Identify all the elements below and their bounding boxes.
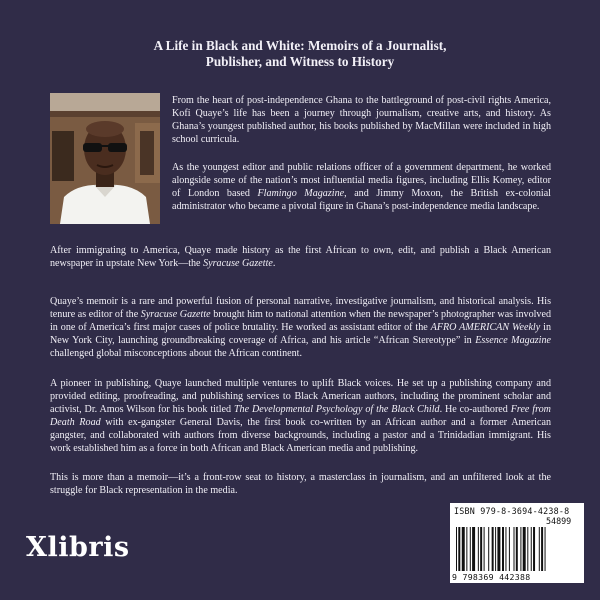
barcode-stripe <box>502 527 504 571</box>
editor-text: As the youngest editor and public relations officer of a government department, he worked alongside some of the nation’s most influential media figures, including Ellis Komey, editor of London based <box>172 162 551 199</box>
publishing-paragraph <box>50 377 551 455</box>
barcode-stripe <box>456 527 457 571</box>
barcode-stripe <box>539 527 540 571</box>
editor-paragraph <box>172 161 551 213</box>
barcode-stripe <box>523 527 526 571</box>
barcode-stripe <box>527 527 528 571</box>
barcode-stripe <box>520 527 521 571</box>
syracuse-gazette-title: Syracuse Gazette <box>203 258 273 269</box>
barcode-stripe <box>509 527 510 571</box>
barcode-stripe <box>497 527 500 571</box>
barcode-stripe <box>470 527 471 571</box>
barcode-stripe <box>495 527 496 571</box>
editor-text-end: , and Jimmy Moxon, the British ex-colonial administrator who became a pivotal figure in Ghana’s post-independence media landscape. <box>172 188 551 212</box>
memoir-text-mid2: in New York City, launching groundbreaking coverage of Africa, and his article “African Stereotype” in <box>50 322 551 346</box>
barcode-stripe <box>533 527 535 571</box>
barcode-stripe <box>484 527 485 571</box>
title-line-1: A Life in Black and White: Memoirs of a Journalist, <box>153 38 447 53</box>
barcode-stripe <box>505 527 506 571</box>
barcode-stripe <box>462 527 465 571</box>
memoir-text-end: challenged global misconceptions about the African continent. <box>50 348 302 359</box>
death-road-book-title: Free from Death Road <box>50 404 551 428</box>
memoir-text: Quaye’s memoir is a rare and powerful fusion of personal narrative, investigative journalism, and historical analysis. His tenure as editor of the <box>50 296 551 320</box>
barcode-stripe <box>545 527 546 571</box>
black-child-book-title: The Developmental Psychology of the Black Child <box>233 404 440 415</box>
barcode-stripe <box>541 527 543 571</box>
america-text: After immigrating to America, Quaye made history as the first African to own, edit, and publish a Black American newspaper in upstate New York—the <box>50 245 551 269</box>
closing-paragraph: This is more than a memoir—it’s a front-row seat to history, a masterclass in journalism, and an unfiltered look at the struggle for Black representation in the media. <box>50 472 551 496</box>
author-photo <box>50 93 160 224</box>
syracuse-gazette-title: Syracuse Gazette <box>140 309 211 320</box>
flamingo-magazine-title: Flamingo Magazine <box>257 188 345 199</box>
essence-magazine-title: Essence Magazine <box>475 335 551 346</box>
price-code: 54899 <box>546 516 572 526</box>
publishing-text-mid: . He co-authored <box>439 404 511 415</box>
barcode-stripe <box>516 527 518 571</box>
barcode-stripe <box>472 527 475 571</box>
afro-american-title: AFRO AMERICAN Weekly <box>430 322 541 333</box>
america-paragraph <box>50 244 551 270</box>
barcode-stripe <box>458 527 460 571</box>
publisher-logo: Xlibris <box>26 532 130 563</box>
book-title <box>60 38 540 70</box>
america-text-end: . <box>272 258 276 269</box>
barcode-stripe <box>478 527 479 571</box>
memoir-paragraph <box>50 295 551 360</box>
isbn-text: ISBN 979-8-3694-4238-8 <box>454 506 570 516</box>
barcode-bars <box>456 527 578 571</box>
isbn-barcode <box>450 503 584 583</box>
memoir-text-mid: brought him to national attention when the newspaper’s photographer was involved in one of America’s first major cases of police brutality. He worked as assistant editor of the <box>50 309 552 333</box>
barcode-stripe <box>531 527 532 571</box>
barcode-digits: 9 798369 442388 <box>452 572 531 582</box>
publishing-text-end: with ex-gangster General Davis, the first book co-written by an African author and a former American gangster, and collaborated with authors from diverse backgrounds, including a pastor and a Trinidadian immigrant. His work established him as a force in both African and Black American media and publishing. <box>50 417 551 454</box>
barcode-stripe <box>480 527 482 571</box>
barcode-stripe <box>492 527 494 571</box>
title-line-2: Publisher, and Witness to History <box>205 54 395 69</box>
barcode-stripe <box>466 527 467 571</box>
barcode-stripe <box>514 527 515 571</box>
barcode-stripe <box>488 527 489 571</box>
intro-paragraph: From the heart of post-independence Ghana to the battleground of post-civil rights America, Kofi Quaye’s life has been a journey through journalism, creative arts, and history. As Ghana’s youngest published author, his books published by MacMillan were included in high school curricula. <box>172 95 551 145</box>
publishing-text: A pioneer in publishing, Quaye launched multiple ventures to uplift Black voices. He set up a publishing company and provided editing, proofreading, and publishing services to Black American authors, including the prominent scholar and activist, Dr. Amos Wilson for his book titled <box>50 378 551 415</box>
